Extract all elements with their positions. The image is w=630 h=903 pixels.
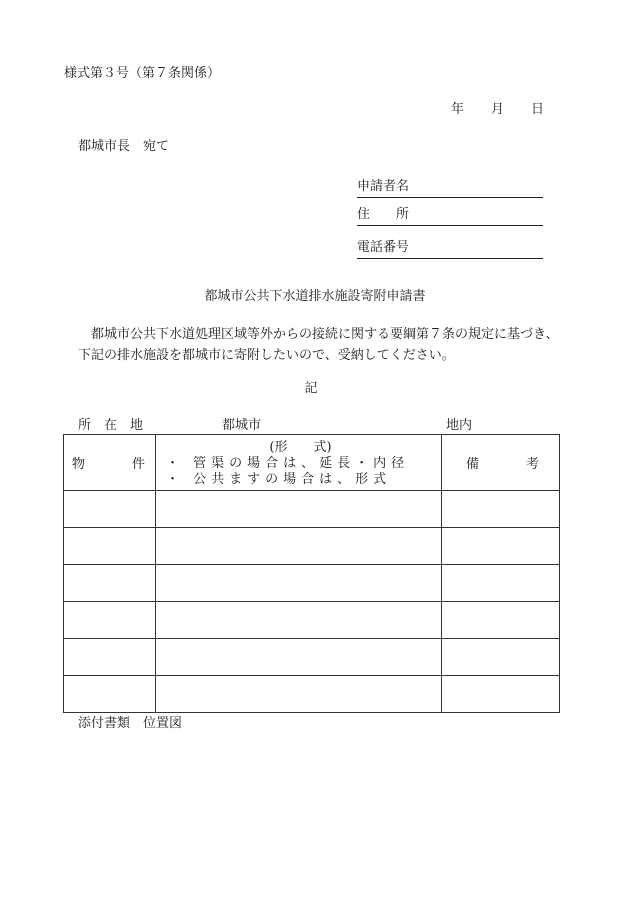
remarks-cell[interactable] (442, 565, 560, 602)
item-cell[interactable] (64, 528, 156, 565)
form-header-line-1: ・ 管渠の場合は、延長・内径 (166, 455, 410, 471)
applicant-address-label: 住 所 (357, 207, 410, 222)
applicant-name-label: 申請者名 (357, 179, 410, 194)
body-text: 都城市公共下水道処理区域等外からの接続に関する要綱第７条の規定に基づき、下記の排水施設を都城市に寄附したいので、受納してください。 (78, 327, 559, 363)
applicant-name-field (357, 179, 543, 198)
table-row (64, 602, 560, 639)
item-cell[interactable] (64, 639, 156, 676)
applicant-phone-field (357, 240, 543, 259)
attachment-note: 添付書類 位置図 (78, 716, 183, 731)
donation-items-table (63, 434, 560, 713)
remarks-cell[interactable] (442, 639, 560, 676)
remarks-header-char-a: 備 (466, 457, 480, 472)
applicant-address-field (357, 207, 543, 226)
addressee: 都城市長 宛て (78, 139, 170, 154)
form-cell[interactable] (156, 639, 442, 676)
item-cell[interactable] (64, 602, 156, 639)
date-month-label: 月 (491, 102, 505, 117)
form-cell[interactable] (156, 528, 442, 565)
table-header-row (64, 435, 560, 491)
table-row (64, 491, 560, 528)
remarks-cell[interactable] (442, 528, 560, 565)
form-cell[interactable] (156, 676, 442, 713)
form-cell[interactable] (156, 602, 442, 639)
location-label: 所 在 地 (78, 418, 144, 433)
form-header-line-2: ・ 公共ますの場合は、形式 (166, 471, 392, 487)
item-cell[interactable] (64, 565, 156, 602)
item-header-char-a: 物 (72, 457, 86, 472)
location-suffix: 地内 (446, 418, 473, 433)
applicant-phone-label: 電話番号 (357, 240, 410, 255)
item-cell[interactable] (64, 491, 156, 528)
remarks-cell[interactable] (442, 491, 560, 528)
form-cell[interactable] (156, 565, 442, 602)
date-line (451, 102, 544, 118)
item-cell[interactable] (64, 676, 156, 713)
remarks-cell[interactable] (442, 602, 560, 639)
remarks-cell[interactable] (442, 676, 560, 713)
item-header-char-b: 件 (131, 457, 145, 472)
remarks-column-header (442, 435, 560, 491)
form-header-title: (形 式) (269, 439, 332, 455)
ki-marker: 記 (304, 381, 318, 396)
form-number: 様式第３号（第７条関係） (64, 66, 221, 81)
table-row (64, 676, 560, 713)
remarks-header-char-b: 考 (525, 457, 539, 472)
date-year-label: 年 (451, 102, 465, 117)
table-row (64, 565, 560, 602)
item-column-header (64, 435, 156, 491)
table-row (64, 528, 560, 565)
form-cell[interactable] (156, 491, 442, 528)
form-column-header (156, 435, 442, 491)
table-row (64, 639, 560, 676)
document-title: 都城市公共下水道排水施設寄附申請書 (204, 289, 426, 304)
date-day-label: 日 (531, 102, 545, 117)
location-city: 都城市 (222, 418, 262, 433)
